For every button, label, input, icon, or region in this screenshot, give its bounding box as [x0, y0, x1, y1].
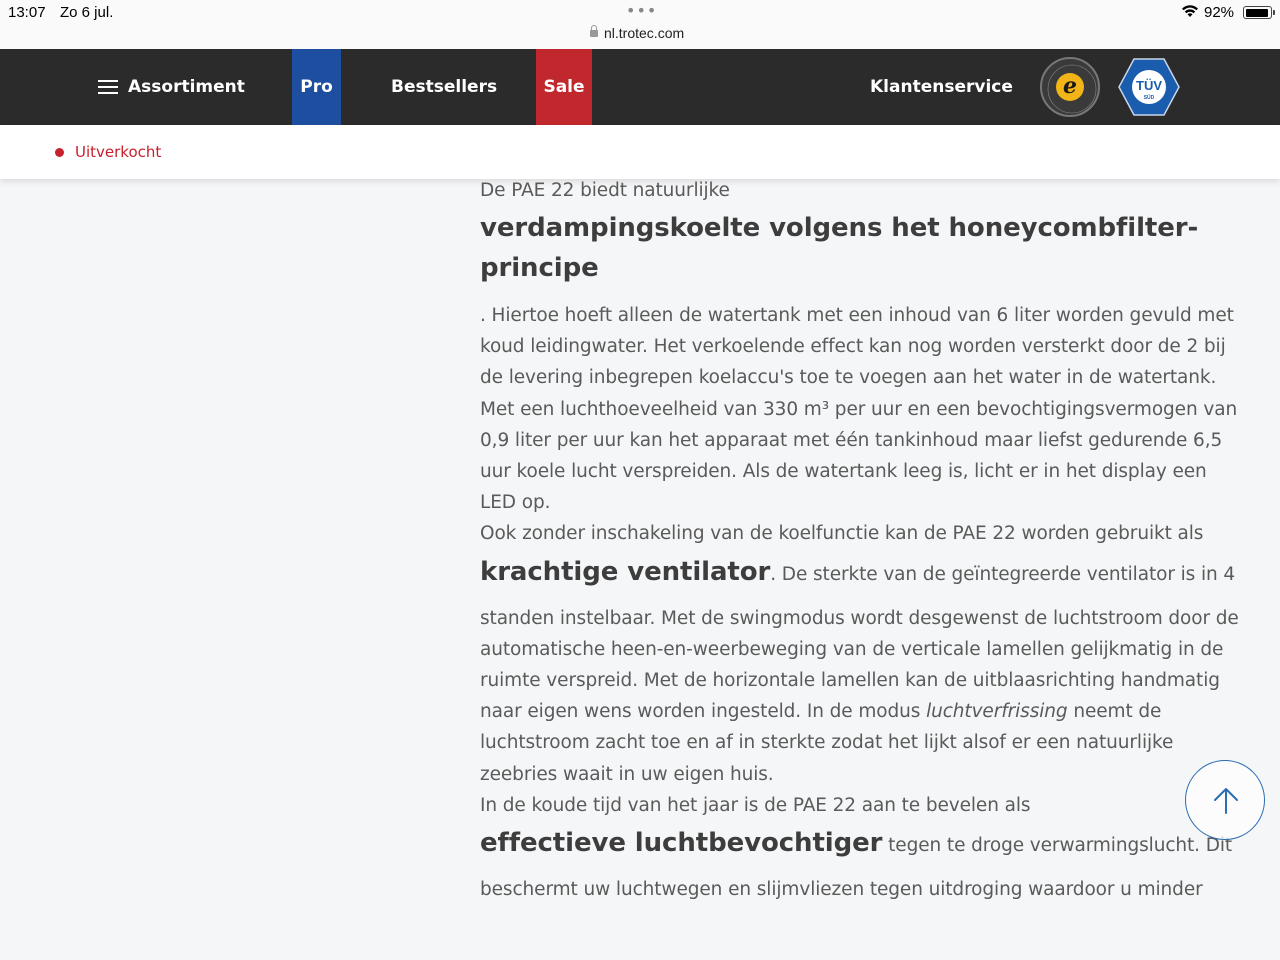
paragraph-cooling-lead: De PAE 22 biedt natuurlijke — [480, 180, 730, 201]
paragraph-humidifier-lead: In de koude tijd van het jaar is de PAE 22 aan te bevelen als — [480, 794, 1031, 816]
svg-text:TÜV: TÜV — [1136, 78, 1162, 93]
nav-assortiment-label: Assortiment — [128, 77, 245, 97]
paragraph-ventilator-italic: luchtverfrissing — [926, 701, 1068, 723]
scroll-to-top-button[interactable] — [1185, 760, 1265, 840]
url-text: nl.trotec.com — [604, 25, 685, 41]
trusted-shops-e-icon: e — [1056, 73, 1084, 101]
paragraph-ventilator — [480, 518, 1240, 789]
product-description — [480, 180, 1240, 905]
paragraph-ventilator-lead: Ook zonder inschakeling van de koelfunctie kan de PAE 22 worden gebruikt als — [480, 523, 1204, 545]
paragraph-cooling — [480, 180, 1240, 518]
tuv-sud-badge[interactable] — [1118, 58, 1180, 116]
paragraph-humidifier-body: beschermt uw luchtwegen en slijmvliezen tegen uitdroging waardoor u minder — [480, 879, 1203, 901]
nav-sale[interactable]: Sale — [536, 49, 592, 125]
lock-icon — [590, 30, 598, 37]
paragraph-ventilator-body-a: standen instelbaar. Met de swingmodus wordt desgewenst de luchtstroom door de automatische heen-en-weerbeweging van de verticale lamellen gelijkmatig in de ruimte verspreid. Met de horizontale lamellen kan de uitblaasrichting handmatig naar eigen wens worden ingesteld. In de modus — [480, 607, 1239, 723]
stock-status-dot-icon — [55, 148, 64, 157]
status-date: Zo 6 jul. — [60, 4, 114, 21]
svg-text:SÜD: SÜD — [1143, 95, 1155, 101]
paragraph-cooling-heading: verdampingskoelte volgens het honeycombfilter-principe — [480, 213, 1199, 283]
stock-status-bar — [0, 125, 1280, 179]
ios-status-bar — [0, 0, 1280, 49]
nav-pro[interactable]: Pro — [292, 49, 341, 125]
battery-icon — [1243, 6, 1272, 19]
more-dots-icon[interactable]: ••• — [626, 1, 658, 20]
nav-klantenservice[interactable]: Klantenservice — [870, 77, 1013, 97]
paragraph-humidifier-after-strong: tegen te droge verwarmingslucht. Dit — [882, 835, 1233, 857]
paragraph-ventilator-strong: krachtige ventilator — [480, 556, 771, 587]
paragraph-humidifier-strong: effectieve luchtbevochtiger — [480, 828, 883, 859]
hamburger-icon — [98, 80, 118, 95]
nav-assortiment[interactable] — [98, 49, 245, 125]
paragraph-cooling-body: . Hiertoe hoeft alleen de watertank met een inhoud van 6 liter worden gevuld met koud leidingwater. Het verkoelende effect kan nog worden versterkt door de 2 bij de levering inbegrepen koelaccu's toe te voegen aan het water in de watertank. Met een luchthoeveelheid van 330 m³ per uur en een bevochtigingsvermogen van 0,9 liter per uur kan het apparaat met één tankinhoud maar liefst gedurende 6,5 uur koele lucht verspreiden. Als de watertank leeg is, licht er in het display een LED op. — [480, 305, 1238, 514]
status-time: 13:07 — [8, 4, 46, 21]
battery-percentage: 92% — [1204, 4, 1235, 21]
paragraph-ventilator-after-strong: . De sterkte van de geïntegreerde ventilator is in 4 — [770, 563, 1236, 585]
wifi-icon — [1181, 4, 1199, 18]
paragraph-humidifier — [480, 790, 1240, 905]
main-navbar — [0, 49, 1280, 125]
paragraph-ventilator-body-b: neemt de luchtstroom zacht toe en af in sterkte zodat het lijkt alsof er een natuurlijke zeebries waait in uw eigen huis. — [480, 701, 1174, 785]
arrow-up-icon — [1212, 787, 1240, 815]
stock-status-text: Uitverkocht — [75, 143, 162, 161]
trusted-shops-badge[interactable] — [1040, 57, 1100, 117]
address-bar[interactable] — [590, 25, 684, 41]
nav-bestsellers[interactable]: Bestsellers — [391, 77, 498, 97]
